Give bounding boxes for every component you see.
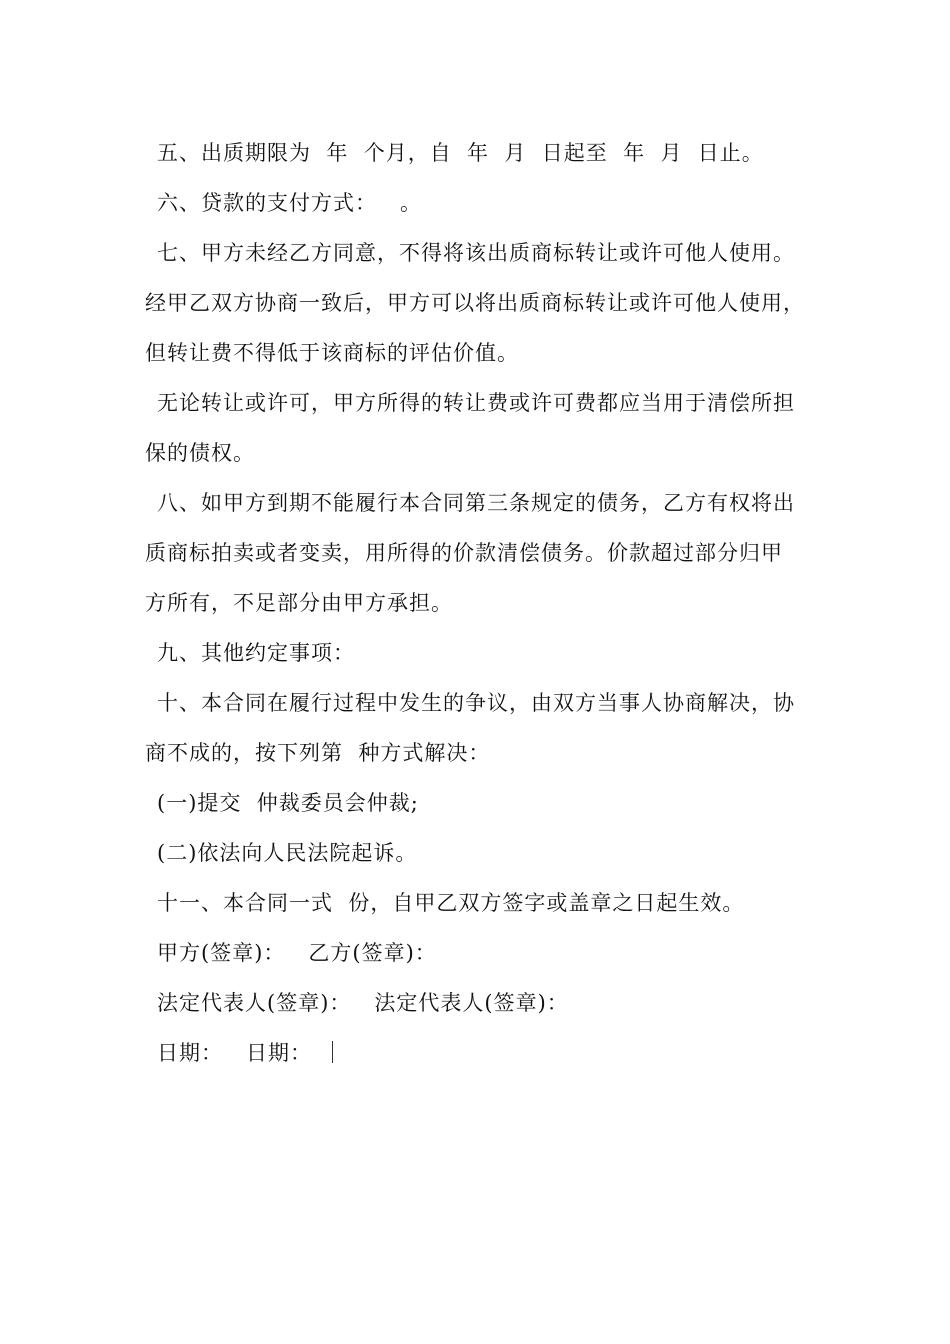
clause-7-line-2: 经甲乙双方协商一致后，甲方可以将出质商标转让或许可他人使用，	[145, 291, 805, 315]
clause-7b-line-1: 无论转让或许可，甲方所得的转让费或许可费都应当用于清偿所担	[157, 391, 795, 415]
clause-8-line-3: 方所有，不足部分由甲方承担。	[145, 591, 453, 615]
clause-10-option-2: (二)依法向人民法院起诉。	[157, 841, 418, 865]
clause-7-line-3: 但转让费不得低于该商标的评估价值。	[145, 341, 519, 365]
clause-10-line-1: 十、本合同在履行过程中发生的争议，由双方当事人协商解决，协	[157, 691, 795, 715]
clause-9-other-matters: 九、其他约定事项：	[157, 641, 355, 665]
clause-10-option-1: (一)提交 仲裁委员会仲裁;	[157, 791, 419, 815]
date-labels: 日期： 日期：	[157, 1041, 313, 1065]
signature-party-line: 甲方(签章)： 乙方(签章)：	[157, 941, 437, 965]
clause-7b-line-2: 保的债权。	[145, 441, 255, 465]
clause-10-line-2: 商不成的，按下列第 种方式解决：	[145, 741, 491, 765]
clause-5-pledge-term: 五、出质期限为 年 个月，自 年 月 日起至 年 月 日止。	[157, 141, 764, 165]
clause-7-line-1: 七、甲方未经乙方同意，不得将该出质商标转让或许可他人使用。	[157, 241, 795, 265]
signature-representative-line: 法定代表人(签章)： 法定代表人(签章)：	[157, 991, 569, 1015]
signature-date-line[interactable]	[145, 1028, 825, 1078]
document-body	[145, 128, 825, 1078]
clause-8-line-1: 八、如甲方到期不能履行本合同第三条规定的债务，乙方有权将出	[157, 491, 795, 515]
clause-11-copies: 十一、本合同一式 份，自甲乙双方签字或盖章之日起生效。	[157, 891, 745, 915]
text-cursor	[332, 1041, 333, 1063]
clause-6-payment-method: 六、贷款的支付方式： 。	[157, 191, 423, 215]
clause-8-line-2: 质商标拍卖或者变卖，用所得的价款清偿债务。价款超过部分归甲	[145, 541, 783, 565]
